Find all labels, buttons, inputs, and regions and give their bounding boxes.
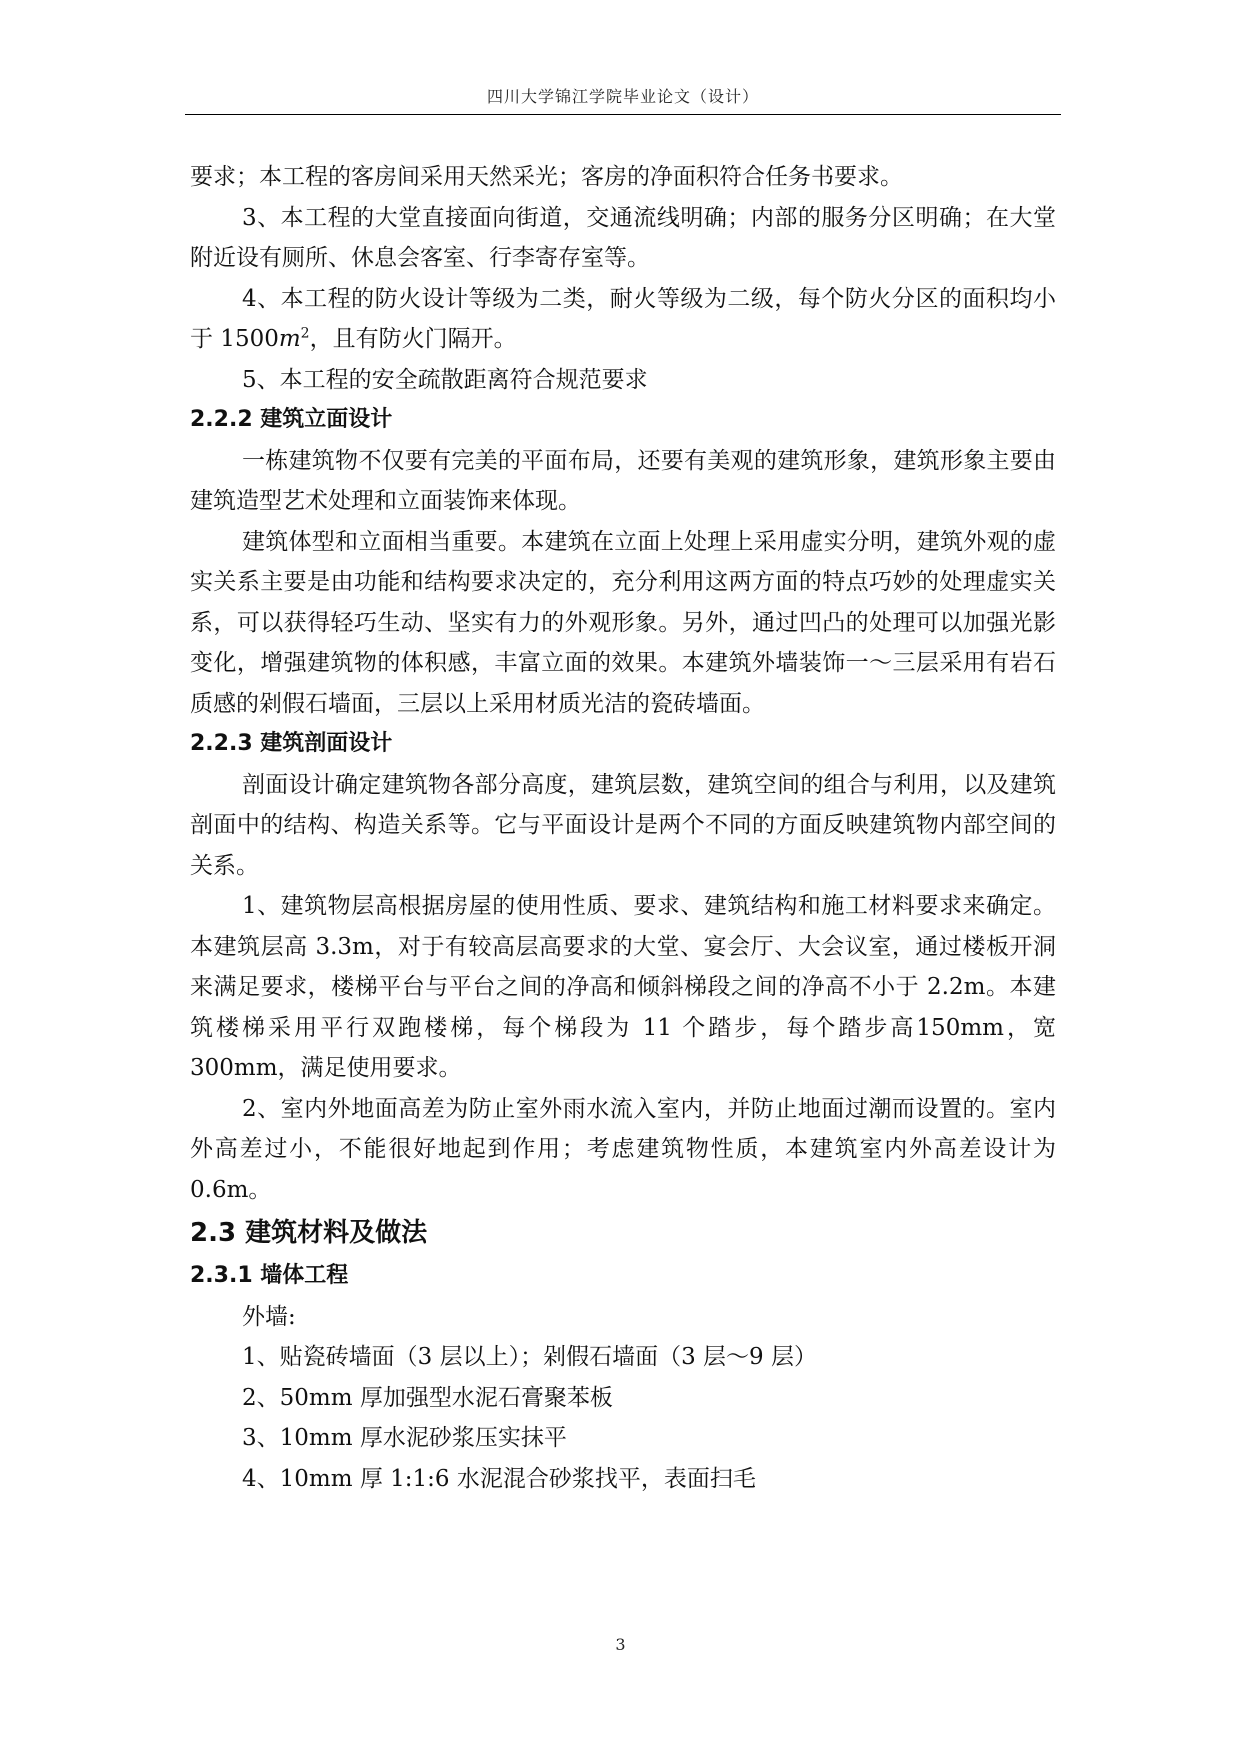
- page-body: [190, 157, 1056, 1499]
- section-heading-2-3: 2.3 建筑材料及做法: [190, 1218, 428, 1248]
- section-heading-2-2-2: 2.2.2 建筑立面设计: [190, 407, 393, 432]
- section-heading-2-2-3: 2.2.3 建筑剖面设计: [190, 731, 393, 756]
- list-item: 4、10mm 厚 1:1:6 水泥混合砂浆找平，表面扫毛: [242, 1465, 756, 1492]
- paragraph-evacuation: 5、本工程的安全疏散距离符合规范要求: [242, 366, 648, 393]
- paragraph-continuation: 要求；本工程的客房间采用天然采光；客房的净面积符合任务书要求。: [190, 164, 903, 190]
- list-item: 1、贴瓷砖墙面（3 层以上）；剁假石墙面（3 层～9 层）: [242, 1344, 817, 1370]
- header-divider: [185, 114, 1061, 115]
- wall-list-title: 外墙:: [242, 1303, 296, 1330]
- list-item: 3、10mm 厚水泥砂浆压实抹平: [242, 1425, 567, 1451]
- paragraph-facade-detail: 建筑体型和立面相当重要。本建筑在立面上处理上采用虚实分明，建筑外观的虚实关系主要是由功能和结构要求决定的，充分利用这两方面的特点巧妙的处理虚实关系，可以获得轻巧生动、坚实有力的外观形象。另外，通过凹凸的处理可以加强光影变化，增强建筑物的体积感，丰富立面的效果。本建筑外墙装饰一～三层采用有岩石质感的剁假石墙面，三层以上采用材质光洁的瓷砖墙面。: [190, 528, 1056, 717]
- paragraph-facade-intro: 一栋建筑物不仅要有完美的平面布局，还要有美观的建筑形象，建筑形象主要由建筑造型艺术处理和立面装饰来体现。: [190, 447, 1056, 514]
- paragraph-lobby: 3、本工程的大堂直接面向街道，交通流线明确；内部的服务分区明确；在大堂附近设有厕所、休息会客室、行李寄存室等。: [190, 204, 1056, 271]
- section-heading-2-3-1: 2.3.1 墙体工程: [190, 1263, 349, 1288]
- fire-text-before: 4、本工程的防火设计等级为二类，耐火等级为二级，每个防火分区的面积均小于 1500: [190, 285, 1056, 352]
- paragraph-floor-height: 1、建筑物层高根据房屋的使用性质、要求、建筑结构和施工材料要求来确定。本建筑层高 3.3m，对于有较高层高要求的大堂、宴会厅、大会议室，通过楼板开洞来满足要求，楼梯平台与平台之间的净高和倾斜梯段之间的净高不小于 2.2m。本建筑楼梯采用平行双跑楼梯，每个梯段为 11 个踏步，每个踏步高150mm，宽 300mm，满足使用要求。: [190, 893, 1056, 1081]
- paragraph-fire-design: [190, 279, 1056, 360]
- fire-text-after: ，且有防火门隔开。: [309, 326, 517, 352]
- list-item: 2、50mm 厚加强型水泥石膏聚苯板: [242, 1384, 613, 1411]
- paragraph-section-intro: 剖面设计确定建筑物各部分高度，建筑层数，建筑空间的组合与利用，以及建筑剖面中的结构、构造关系等。它与平面设计是两个不同的方面反映建筑物内部空间的关系。: [190, 771, 1056, 879]
- paragraph-ground-difference: 2、室内外地面高差为防止室外雨水流入室内，并防止地面过潮而设置的。室内外高差过小，不能很好地起到作用；考虑建筑物性质，本建筑室内外高差设计为 0.6m。: [190, 1095, 1056, 1203]
- page-number: 3: [615, 1635, 626, 1654]
- area-unit: m: [278, 326, 301, 352]
- running-header: 四川大学锦江学院毕业论文（设计）: [486, 87, 759, 106]
- area-unit-exponent: 2: [300, 325, 310, 342]
